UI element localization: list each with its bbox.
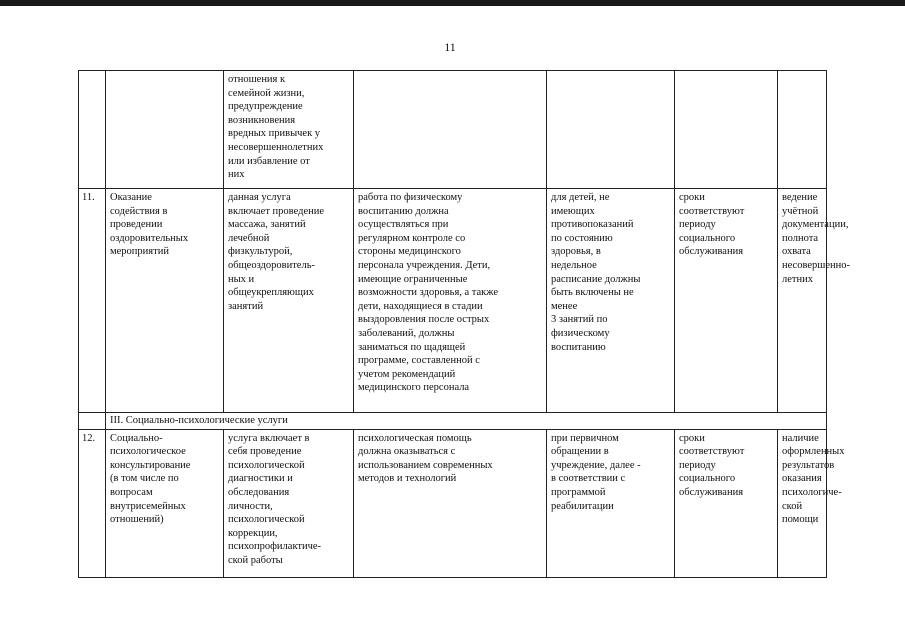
service-content: данная услуга включает проведение массажа, занятий лечебной физкультурой, общеоздоровитель- ных и общеукрепляющих занятий — [224, 189, 354, 413]
service-terms: сроки соответствуют периоду социального обслуживания — [675, 429, 778, 577]
section-heading: III. Социально-психологические услуги — [106, 413, 827, 430]
top-border-bar — [0, 0, 905, 6]
service-criteria: наличие оформленных результатов оказания психологиче- ской помощи — [778, 429, 827, 577]
section-number-cell — [79, 413, 106, 430]
table-row — [79, 71, 827, 189]
service-name: Оказание содействия в проведении оздоровительных мероприятий — [106, 189, 224, 413]
service-conditions: для детей, не имеющих противопоказаний по состоянию здоровья, в недельное расписание должны быть включены не менее 3 занятий по физическому воспитанию — [547, 189, 675, 413]
service-name: Социально- психологическое консультирование (в том числе по вопросам внутрисемейных отношений) — [106, 429, 224, 577]
row-number: 11. — [79, 189, 106, 413]
service-requirements: психологическая помощь должна оказываться с использованием современных методов и технологий — [354, 429, 547, 577]
service-content: услуга включает в себя проведение психологической диагностики и обследования личности, психологической коррекции, психопрофилактиче- ской работы — [224, 429, 354, 577]
service-terms: сроки соответствуют периоду социального обслуживания — [675, 189, 778, 413]
table-row — [79, 429, 827, 577]
service-requirements: работа по физическому воспитанию должна осуществляться при регулярном контроле со стороны медицинского персонала учреждения. Дети, имеющие ограниченные возможности здоровья, а также дети, находящиеся в стадии выздоровления после острых заболеваний, должны заниматься по щадящей программе, составленной с учетом рекомендаций медицинского персонала — [354, 189, 547, 413]
service-terms — [675, 71, 778, 189]
services-table — [78, 70, 850, 578]
row-number — [79, 71, 106, 189]
service-name — [106, 71, 224, 189]
row-number: 12. — [79, 429, 106, 577]
service-requirements — [354, 71, 547, 189]
table-row — [79, 189, 827, 413]
service-criteria — [778, 71, 827, 189]
service-criteria: ведение учётной документации, полнота охвата несовершенно- летних — [778, 189, 827, 413]
section-row — [79, 413, 827, 430]
service-conditions — [547, 71, 675, 189]
service-conditions: при первичном обращении в учреждение, далее - в соответствии с программой реабилитации — [547, 429, 675, 577]
service-content: отношения к семейной жизни, предупреждение возникновения вредных привычек у несовершеннолетних или избавление от них — [224, 71, 354, 189]
page-number: 11 — [444, 40, 456, 54]
